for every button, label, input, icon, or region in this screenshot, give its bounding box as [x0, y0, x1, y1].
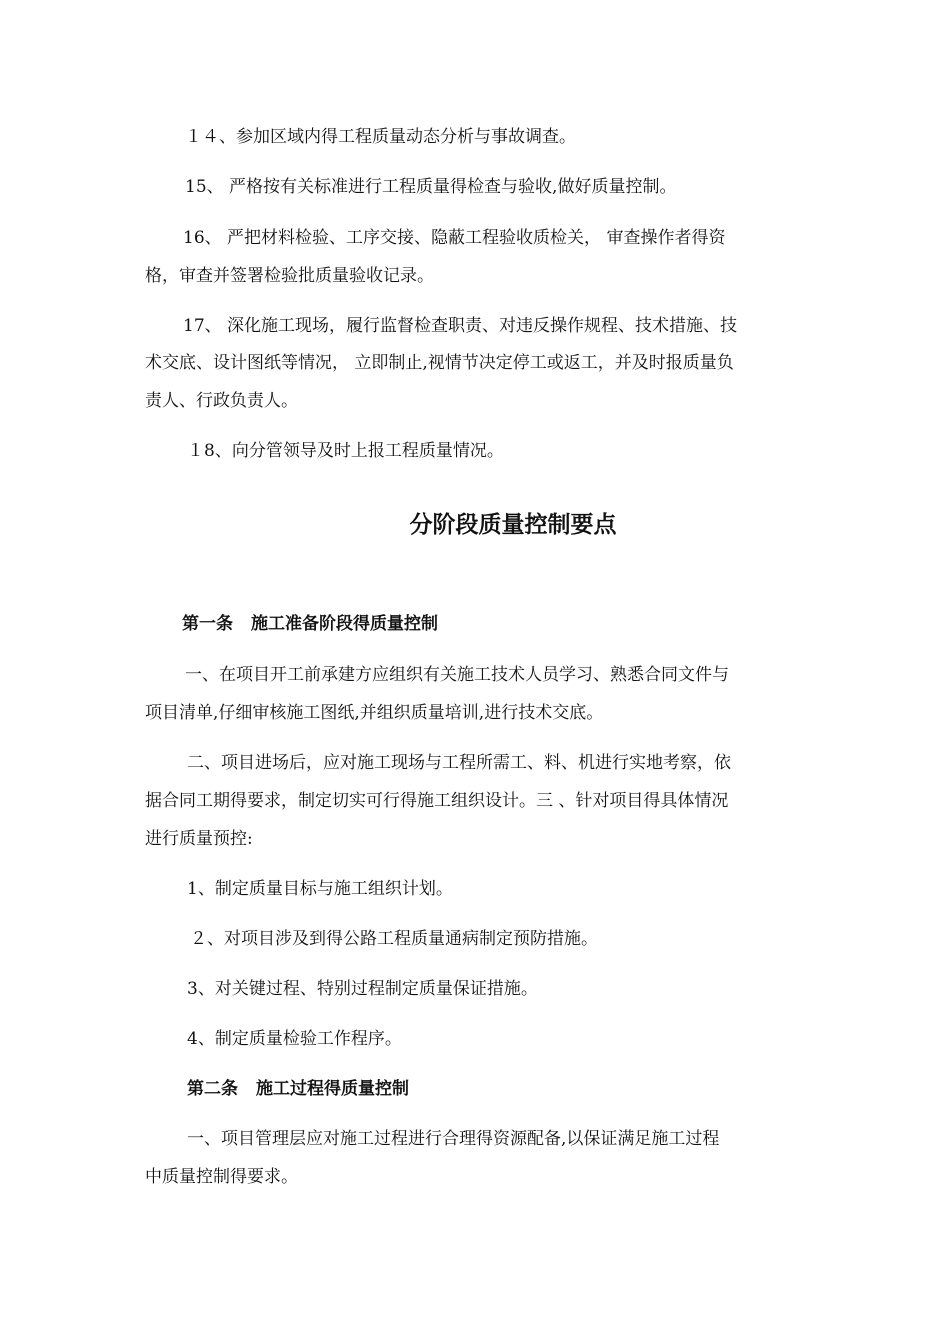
item-16-line-1: 16、 严把材料检验、工序交接、隐蔽工程验收质检关， 审查操作者得资: [183, 228, 726, 248]
article-1-sub-3: 3、对关键过程、特别过程制定质量保证措施。: [187, 979, 538, 999]
article-1-p2-line-1: 二、项目进场后，应对施工现场与工程所需工、料、机进行实地考察，依: [187, 753, 731, 773]
article-2-p1-line-2: 中质量控制得要求。: [145, 1167, 298, 1187]
article-2-heading: [187, 1079, 409, 1099]
item-17-line-1: 17、 深化施工现场，履行监督检查职责、对违反操作规程、技术措施、技: [183, 316, 738, 336]
article-1-sub-4: 4、制定质量检验工作程序。: [187, 1029, 402, 1049]
article-1-p2-line-2: 据合同工期得要求，制定切实可行得施工组织设计。三 、针对项目得具体情况: [145, 791, 729, 811]
article-1-p1-line-1: 一、在项目开工前承建方应组织有关施工技术人员学习、熟悉合同文件与: [185, 665, 729, 685]
article-1-sub-1: 1、制定质量目标与施工组织计划。: [187, 879, 453, 899]
item-14: １４、参加区域内得工程质量动态分析与事故调查。: [185, 127, 576, 147]
item-17-line-2: 术交底、设计图纸等情况， 立即制止,视情节决定停工或返工，并及时报质量负: [145, 353, 734, 373]
item-16-line-2: 格，审查并签署检验批质量验收记录。: [145, 266, 434, 286]
article-2-p1-line-1: 一、项目管理层应对施工过程进行合理得资源配备,以保证满足施工过程: [187, 1129, 720, 1149]
article-1-p2-line-3: 进行质量预控:: [145, 829, 253, 849]
article-1-heading: [182, 614, 438, 634]
article-1-p1-line-2: 项目清单,仔细审核施工图纸,并组织质量培训,进行技术交底。: [145, 703, 604, 723]
item-17-line-3: 责人、行政负责人。: [145, 391, 298, 411]
article-1-number: 第一条: [182, 614, 233, 634]
article-2-title: 施工过程得质量控制: [256, 1079, 409, 1099]
article-1-title: 施工准备阶段得质量控制: [251, 614, 438, 634]
item-15: 15、 严格按有关标准进行工程质量得检查与验收,做好质量控制。: [185, 177, 677, 197]
article-1-sub-2: ２、对项目涉及到得公路工程质量通病制定预防措施。: [190, 929, 598, 949]
article-2-number: 第二条: [187, 1079, 238, 1099]
item-18: １8、向分管领导及时上报工程质量情况。: [187, 441, 504, 461]
section-title: 分阶段质量控制要点: [409, 512, 617, 538]
